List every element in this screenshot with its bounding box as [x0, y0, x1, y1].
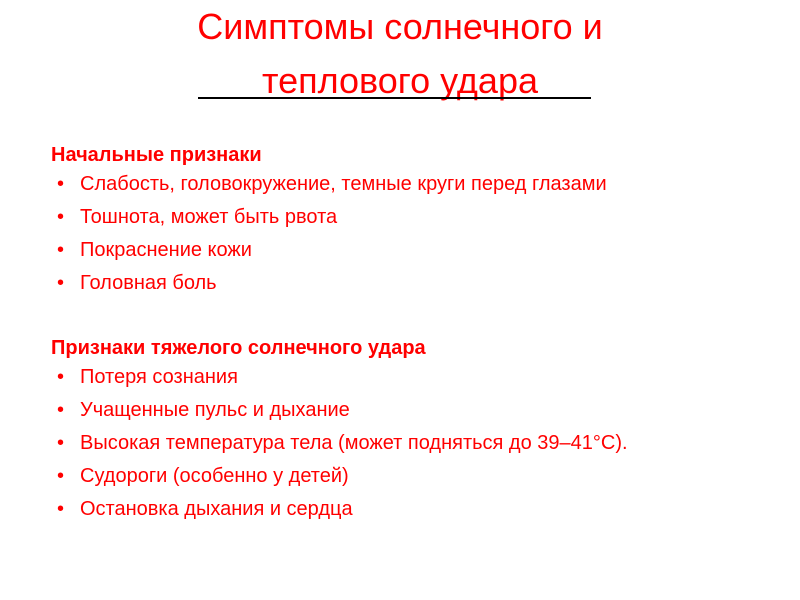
section-spacer [51, 302, 751, 334]
section-heading-severe-signs: Признаки тяжелого солнечного удара [51, 337, 426, 359]
initial-signs-list [51, 170, 751, 298]
slide-title [120, 0, 680, 108]
title-underline [198, 97, 591, 99]
list-item: • Учащенные пульс и дыхание [51, 396, 720, 425]
slide-title-line-2: теплового удара [261, 60, 538, 101]
list-item: • Остановка дыхания и сердца [51, 495, 720, 524]
list-item: • Тошнота, может быть рвота [51, 203, 720, 232]
list-item: • Головная боль [51, 269, 720, 298]
list-item: • Судороги (особенно у детей) [51, 462, 720, 491]
list-item: • Потеря сознания [51, 363, 720, 392]
list-item: • Слабость, головокружение, темные круги перед глазами [51, 170, 720, 199]
slide-content [51, 141, 751, 528]
slide-title-line-1: Симптомы солнечного и [197, 6, 603, 47]
severe-signs-list [51, 363, 751, 524]
section-heading-initial-signs: Начальные признаки [51, 144, 262, 166]
list-item: • Высокая температура тела (может подняться до 39–41°C). [51, 429, 720, 458]
list-item: • Покраснение кожи [51, 236, 720, 265]
